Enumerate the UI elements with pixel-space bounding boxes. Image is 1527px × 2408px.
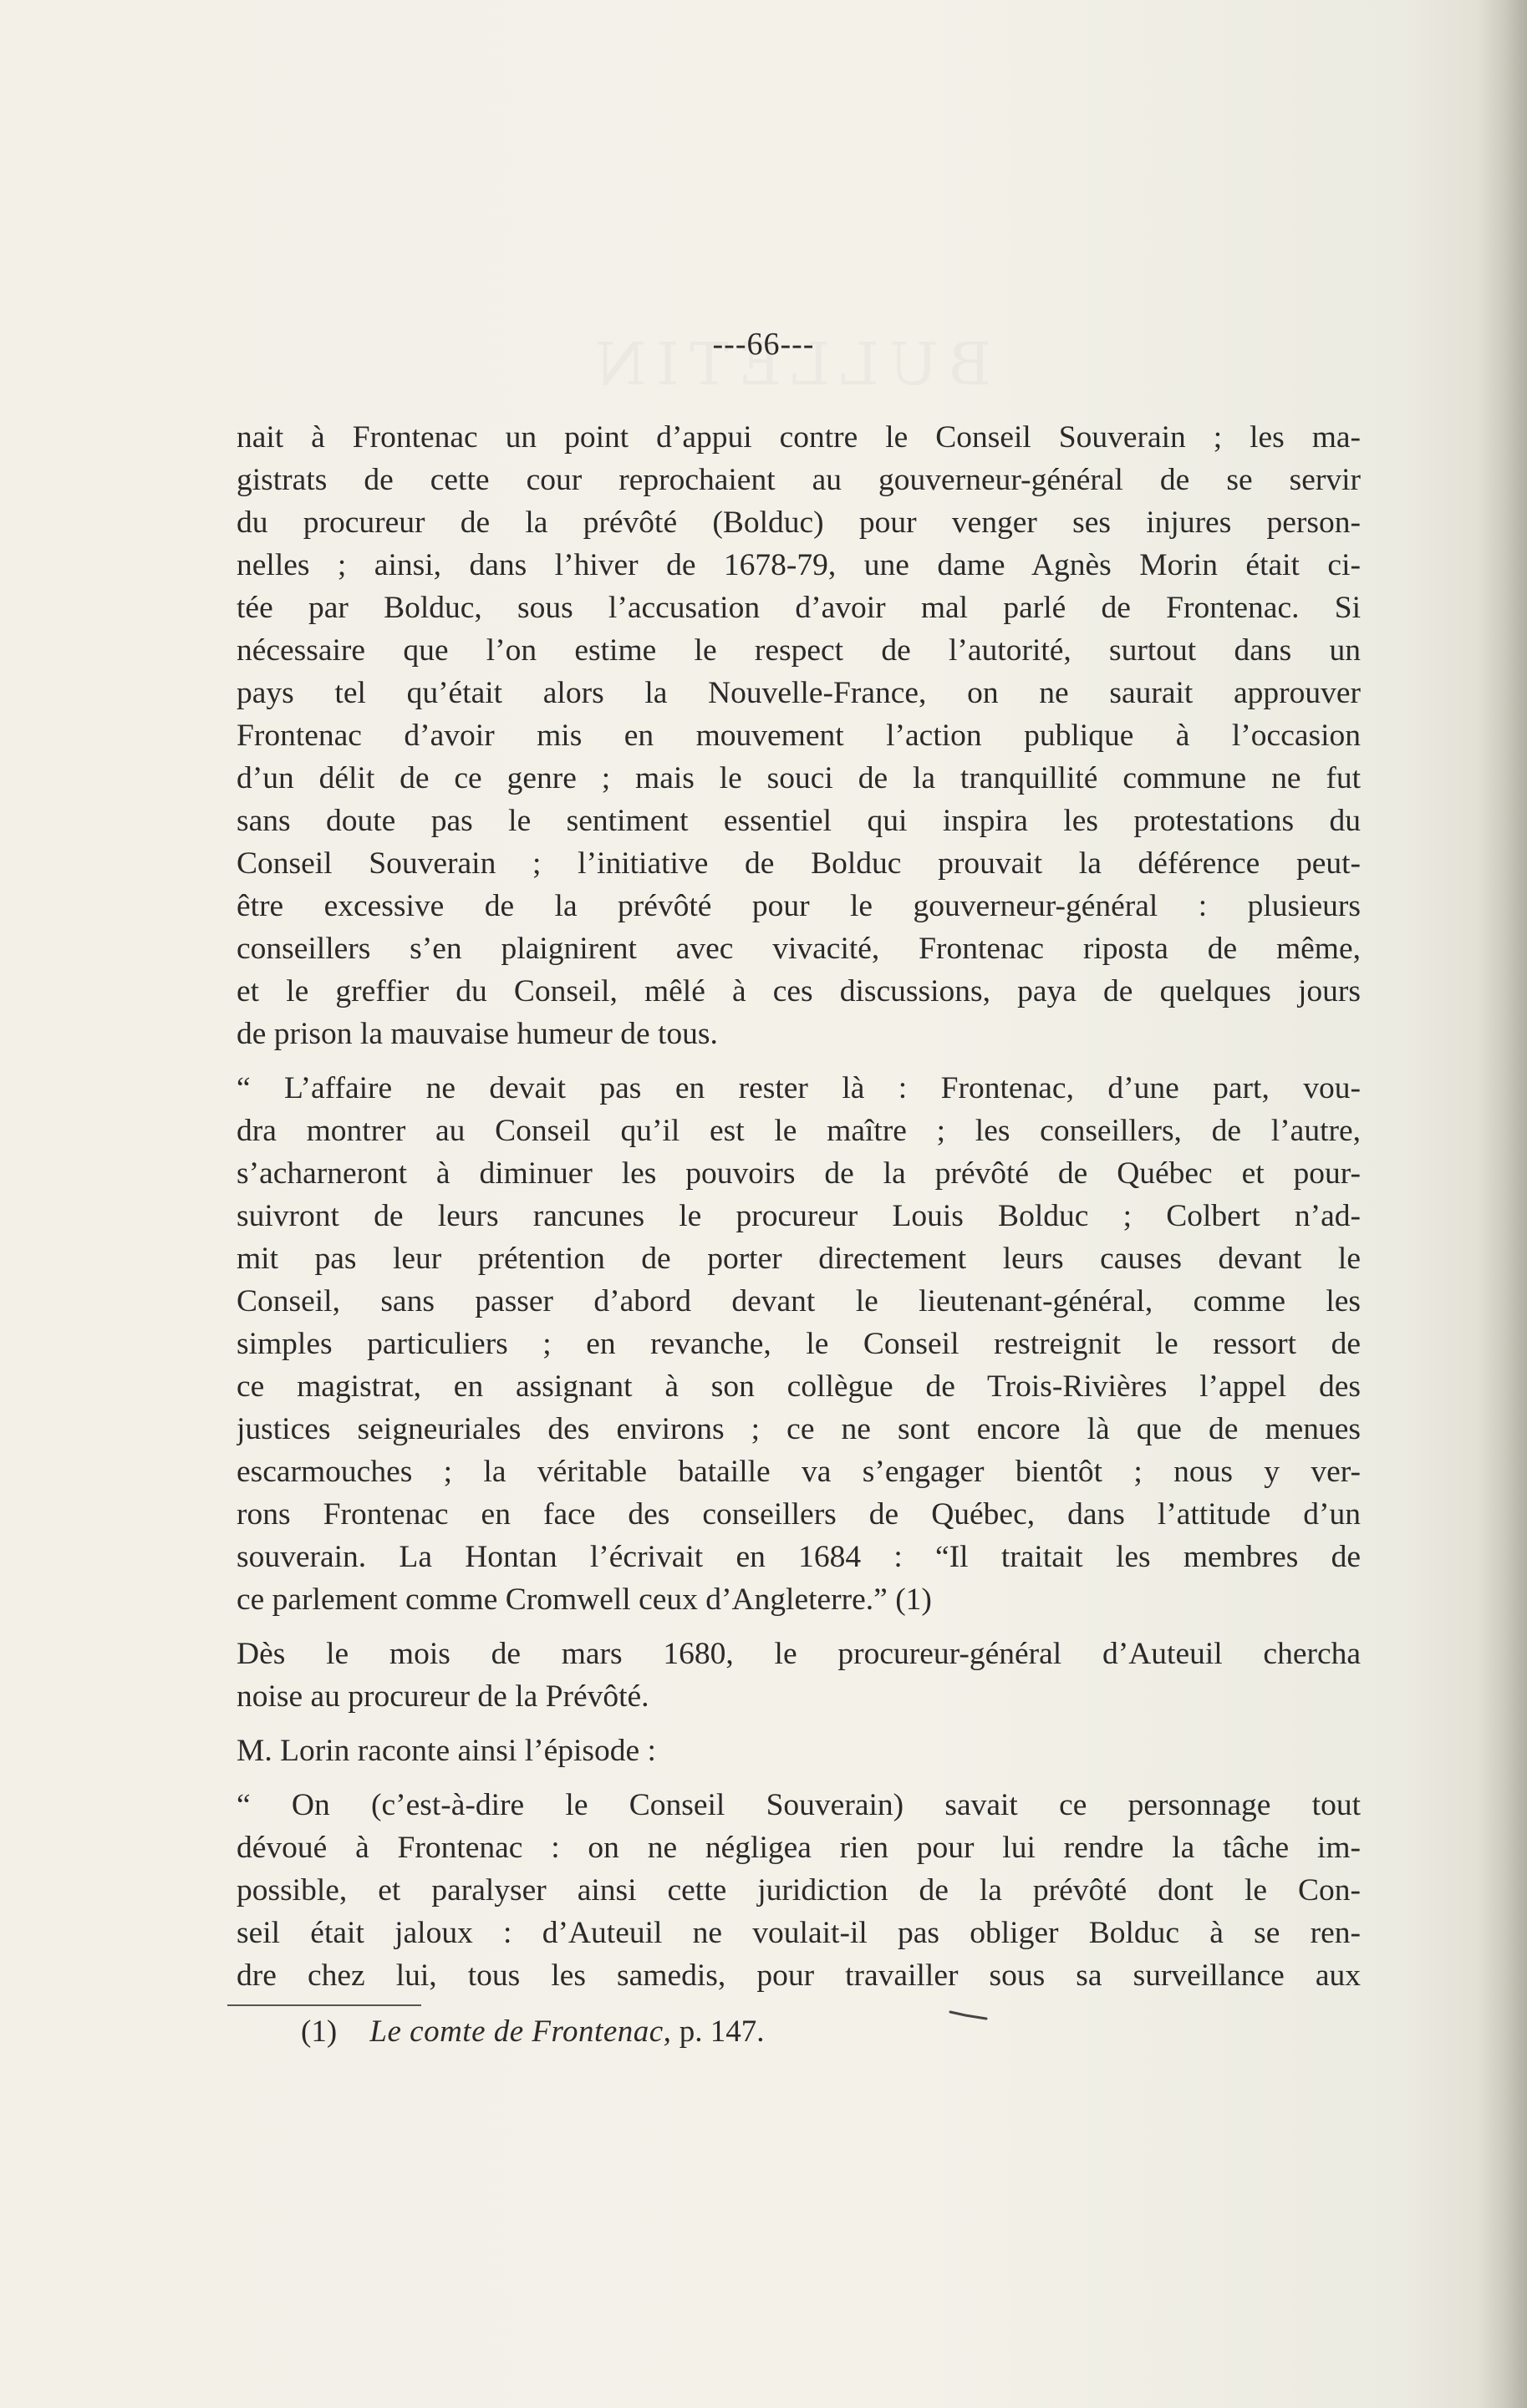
text-line: ce parlement comme Cromwell ceux d’Angleterre.” (1) [237, 1582, 932, 1617]
text-line: d’un délit de ce genre ; mais le souci de la tranquillité commune ne fut [237, 761, 1361, 795]
paragraph-gap [237, 1772, 1361, 1784]
text-line: nécessaire que l’on estime le respect de l’autorité, surtout dans un [237, 633, 1361, 668]
text-line: suivront de leurs rancunes le procureur Louis Bolduc ; Colbert n’ad- [237, 1199, 1361, 1233]
text-line: Dès le mois de mars 1680, le procureur-général d’Auteuil chercha [237, 1637, 1361, 1671]
paragraph [237, 1730, 1361, 1772]
text-line: du procureur de la prévôté (Bolduc) pour venger ses injures person- [237, 505, 1361, 540]
text-line: Conseil Souverain ; l’initiative de Bolduc prouvait la déférence peut- [237, 846, 1361, 881]
text-line: pays tel qu’était alors la Nouvelle-France, on ne saurait approuver [237, 676, 1361, 710]
page-number: ---66--- [712, 327, 815, 362]
text-line: Conseil, sans passer d’abord devant le lieutenant-général, comme les [237, 1284, 1361, 1318]
text-line: sans doute pas le sentiment essentiel qui inspira les protestations du [237, 804, 1361, 838]
footnote-title: Le comte de Frontenac, [369, 2014, 672, 2049]
text-line: escarmouches ; la véritable bataille va s’engager bientôt ; nous y ver- [237, 1455, 1361, 1489]
text-line: tée par Bolduc, sous l’accusation d’avoir mal parlé de Frontenac. Si [237, 591, 1361, 625]
text-line: seil était jaloux : d’Auteuil ne voulait-il pas obliger Bolduc à se ren- [237, 1916, 1361, 1950]
text-line: Frontenac d’avoir mis en mouvement l’action publique à l’occasion [237, 719, 1361, 753]
text-line: simples particuliers ; en revanche, le Conseil restreignit le ressort de [237, 1327, 1361, 1361]
text-line: gistrats de cette cour reprochaient au gouverneur-général de se servir [237, 463, 1361, 497]
text-line: conseillers s’en plaignirent avec vivacité, Frontenac riposta de même, [237, 932, 1361, 966]
text-line: “ On (c’est-à-dire le Conseil Souverain) savait ce personnage tout [237, 1788, 1361, 1822]
text-line: dévoué à Frontenac : on ne négligea rien pour lui rendre la tâche im- [237, 1831, 1361, 1865]
text-line: s’acharneront à diminuer les pouvoirs de la prévôté de Québec et pour- [237, 1156, 1361, 1191]
paragraph-gap [237, 1621, 1361, 1633]
paragraph [237, 1784, 1361, 1997]
text-line: M. Lorin raconte ainsi l’épisode : [237, 1734, 656, 1768]
footnote-marker: (1) [301, 2014, 338, 2049]
body-text [237, 416, 1361, 1997]
text-line: et le greffier du Conseil, mêlé à ces discussions, paya de quelques jours [237, 974, 1361, 1008]
ink-mark [949, 2009, 990, 2021]
text-line: être excessive de la prévôté pour le gouverneur-général : plusieurs [237, 889, 1361, 923]
footnote [301, 2014, 764, 2050]
text-line: noise au procureur de la Prévôté. [237, 1679, 649, 1714]
text-line: nait à Frontenac un point d’appui contre le Conseil Souverain ; les ma- [237, 420, 1361, 455]
paragraph [237, 1067, 1361, 1621]
paragraph [237, 416, 1361, 1055]
paragraph [237, 1633, 1361, 1718]
text-line: mit pas leur prétention de porter directement leurs causes devant le [237, 1242, 1361, 1276]
footnote-rule [227, 2004, 421, 2006]
text-line: “ L’affaire ne devait pas en rester là : Frontenac, d’une part, vou- [237, 1071, 1361, 1105]
text-line: dre chez lui, tous les samedis, pour travailler sous sa surveillance aux [237, 1958, 1361, 1993]
text-line: de prison la mauvaise humeur de tous. [237, 1017, 718, 1051]
text-line: rons Frontenac en face des conseillers de Québec, dans l’attitude d’un [237, 1497, 1361, 1532]
paragraph-gap [237, 1055, 1361, 1067]
text-line: possible, et paralyser ainsi cette juridiction de la prévôté dont le Con- [237, 1873, 1361, 1908]
text-line: ce magistrat, en assignant à son collègue de Trois-Rivières l’appel des [237, 1369, 1361, 1404]
text-line: justices seigneuriales des environs ; ce ne sont encore là que de menues [237, 1412, 1361, 1446]
text-line: souverain. La Hontan l’écrivait en 1684 : “Il traitait les membres de [237, 1540, 1361, 1574]
text-line: dra montrer au Conseil qu’il est le maître ; les conseillers, de l’autre, [237, 1114, 1361, 1148]
footnote-page: p. 147. [679, 2014, 765, 2049]
text-line: nelles ; ainsi, dans l’hiver de 1678-79, une dame Agnès Morin était ci- [237, 548, 1361, 582]
paragraph-gap [237, 1718, 1361, 1730]
